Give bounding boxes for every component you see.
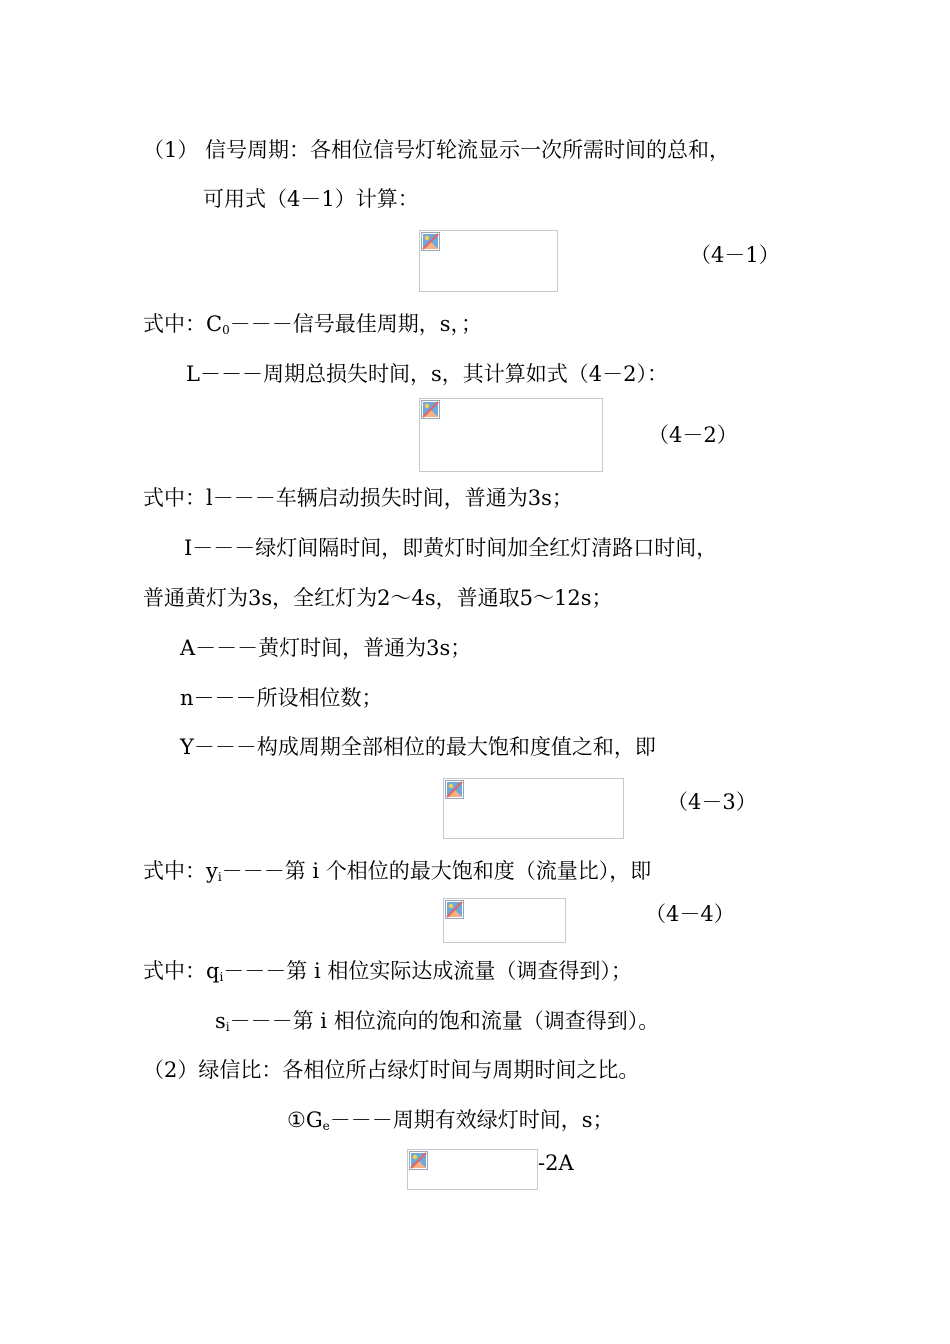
equation-number: （4－1） — [690, 243, 780, 267]
formula-image-4-3 — [443, 778, 624, 839]
text-line — [143, 310, 482, 338]
subscript: i — [217, 870, 222, 884]
text-span: －－－第 i 相位流向的饱和流量（调查得到）。 — [229, 1009, 660, 1033]
text-line — [215, 1007, 659, 1035]
broken-image-icon — [445, 780, 464, 799]
text-line: （2）绿信比：各相位所占绿灯时间与周期时间之比。 — [143, 1058, 640, 1082]
text-span: 式中：y — [143, 859, 218, 883]
broken-image-icon — [421, 400, 440, 419]
text-span: －－－信号最佳周期，s，； — [229, 312, 482, 336]
text-line: 可用式（4－1）计算： — [203, 187, 419, 211]
broken-image-icon — [421, 232, 440, 251]
subscript: i — [219, 970, 224, 984]
text-line — [287, 1106, 614, 1134]
formula-image-4-2 — [419, 398, 603, 472]
text-span: －－－第 i 相位实际达成流量（调查得到）； — [223, 959, 632, 983]
text-span: －－－第 i 个相位的最大饱和度（流量比），即 — [221, 859, 652, 883]
text-line — [143, 957, 632, 985]
subscript: i — [225, 1020, 230, 1034]
text-span: ①G — [287, 1108, 323, 1132]
text-span: －－－周期有效绿灯时间，s； — [329, 1108, 614, 1132]
text-line: L－－－周期总损失时间，s，其计算如式（4－2）： — [186, 362, 668, 386]
text-span: 式中：C — [143, 312, 223, 336]
equation-number: （4－2） — [648, 423, 738, 447]
broken-image-icon — [409, 1151, 428, 1170]
text-line: 普通黄灯为3s，全红灯为2～4s，普通取5～12s； — [143, 586, 613, 610]
text-line: A－－－黄灯时间，普通为3s； — [180, 636, 472, 660]
formula-image-4-4 — [443, 898, 566, 943]
text-line: n－－－所设相位数； — [180, 686, 383, 710]
text-line: Y－－－构成周期全部相位的最大饱和度值之和，即 — [180, 735, 656, 759]
subscript: e — [322, 1119, 330, 1133]
formula-image-green-time — [407, 1149, 538, 1190]
text-span: 式中：q — [143, 959, 220, 983]
equation-number: （4－4） — [645, 902, 735, 926]
equation-number: （4－3） — [667, 790, 757, 814]
formula-image-4-1 — [419, 230, 558, 292]
text-span: s — [215, 1009, 226, 1033]
text-line — [143, 857, 651, 885]
text-line: I－－－绿灯间隔时间，即黄灯时间加全红灯清路口时间， — [184, 536, 718, 560]
text-line: -2A — [538, 1151, 574, 1175]
subscript: 0 — [222, 323, 230, 337]
text-line: （1） 信号周期：各相位信号灯轮流显示一次所需时间的总和， — [143, 138, 731, 162]
broken-image-icon — [445, 900, 464, 919]
text-line: 式中：l－－－车辆启动损失时间，普通为3s； — [143, 486, 573, 510]
